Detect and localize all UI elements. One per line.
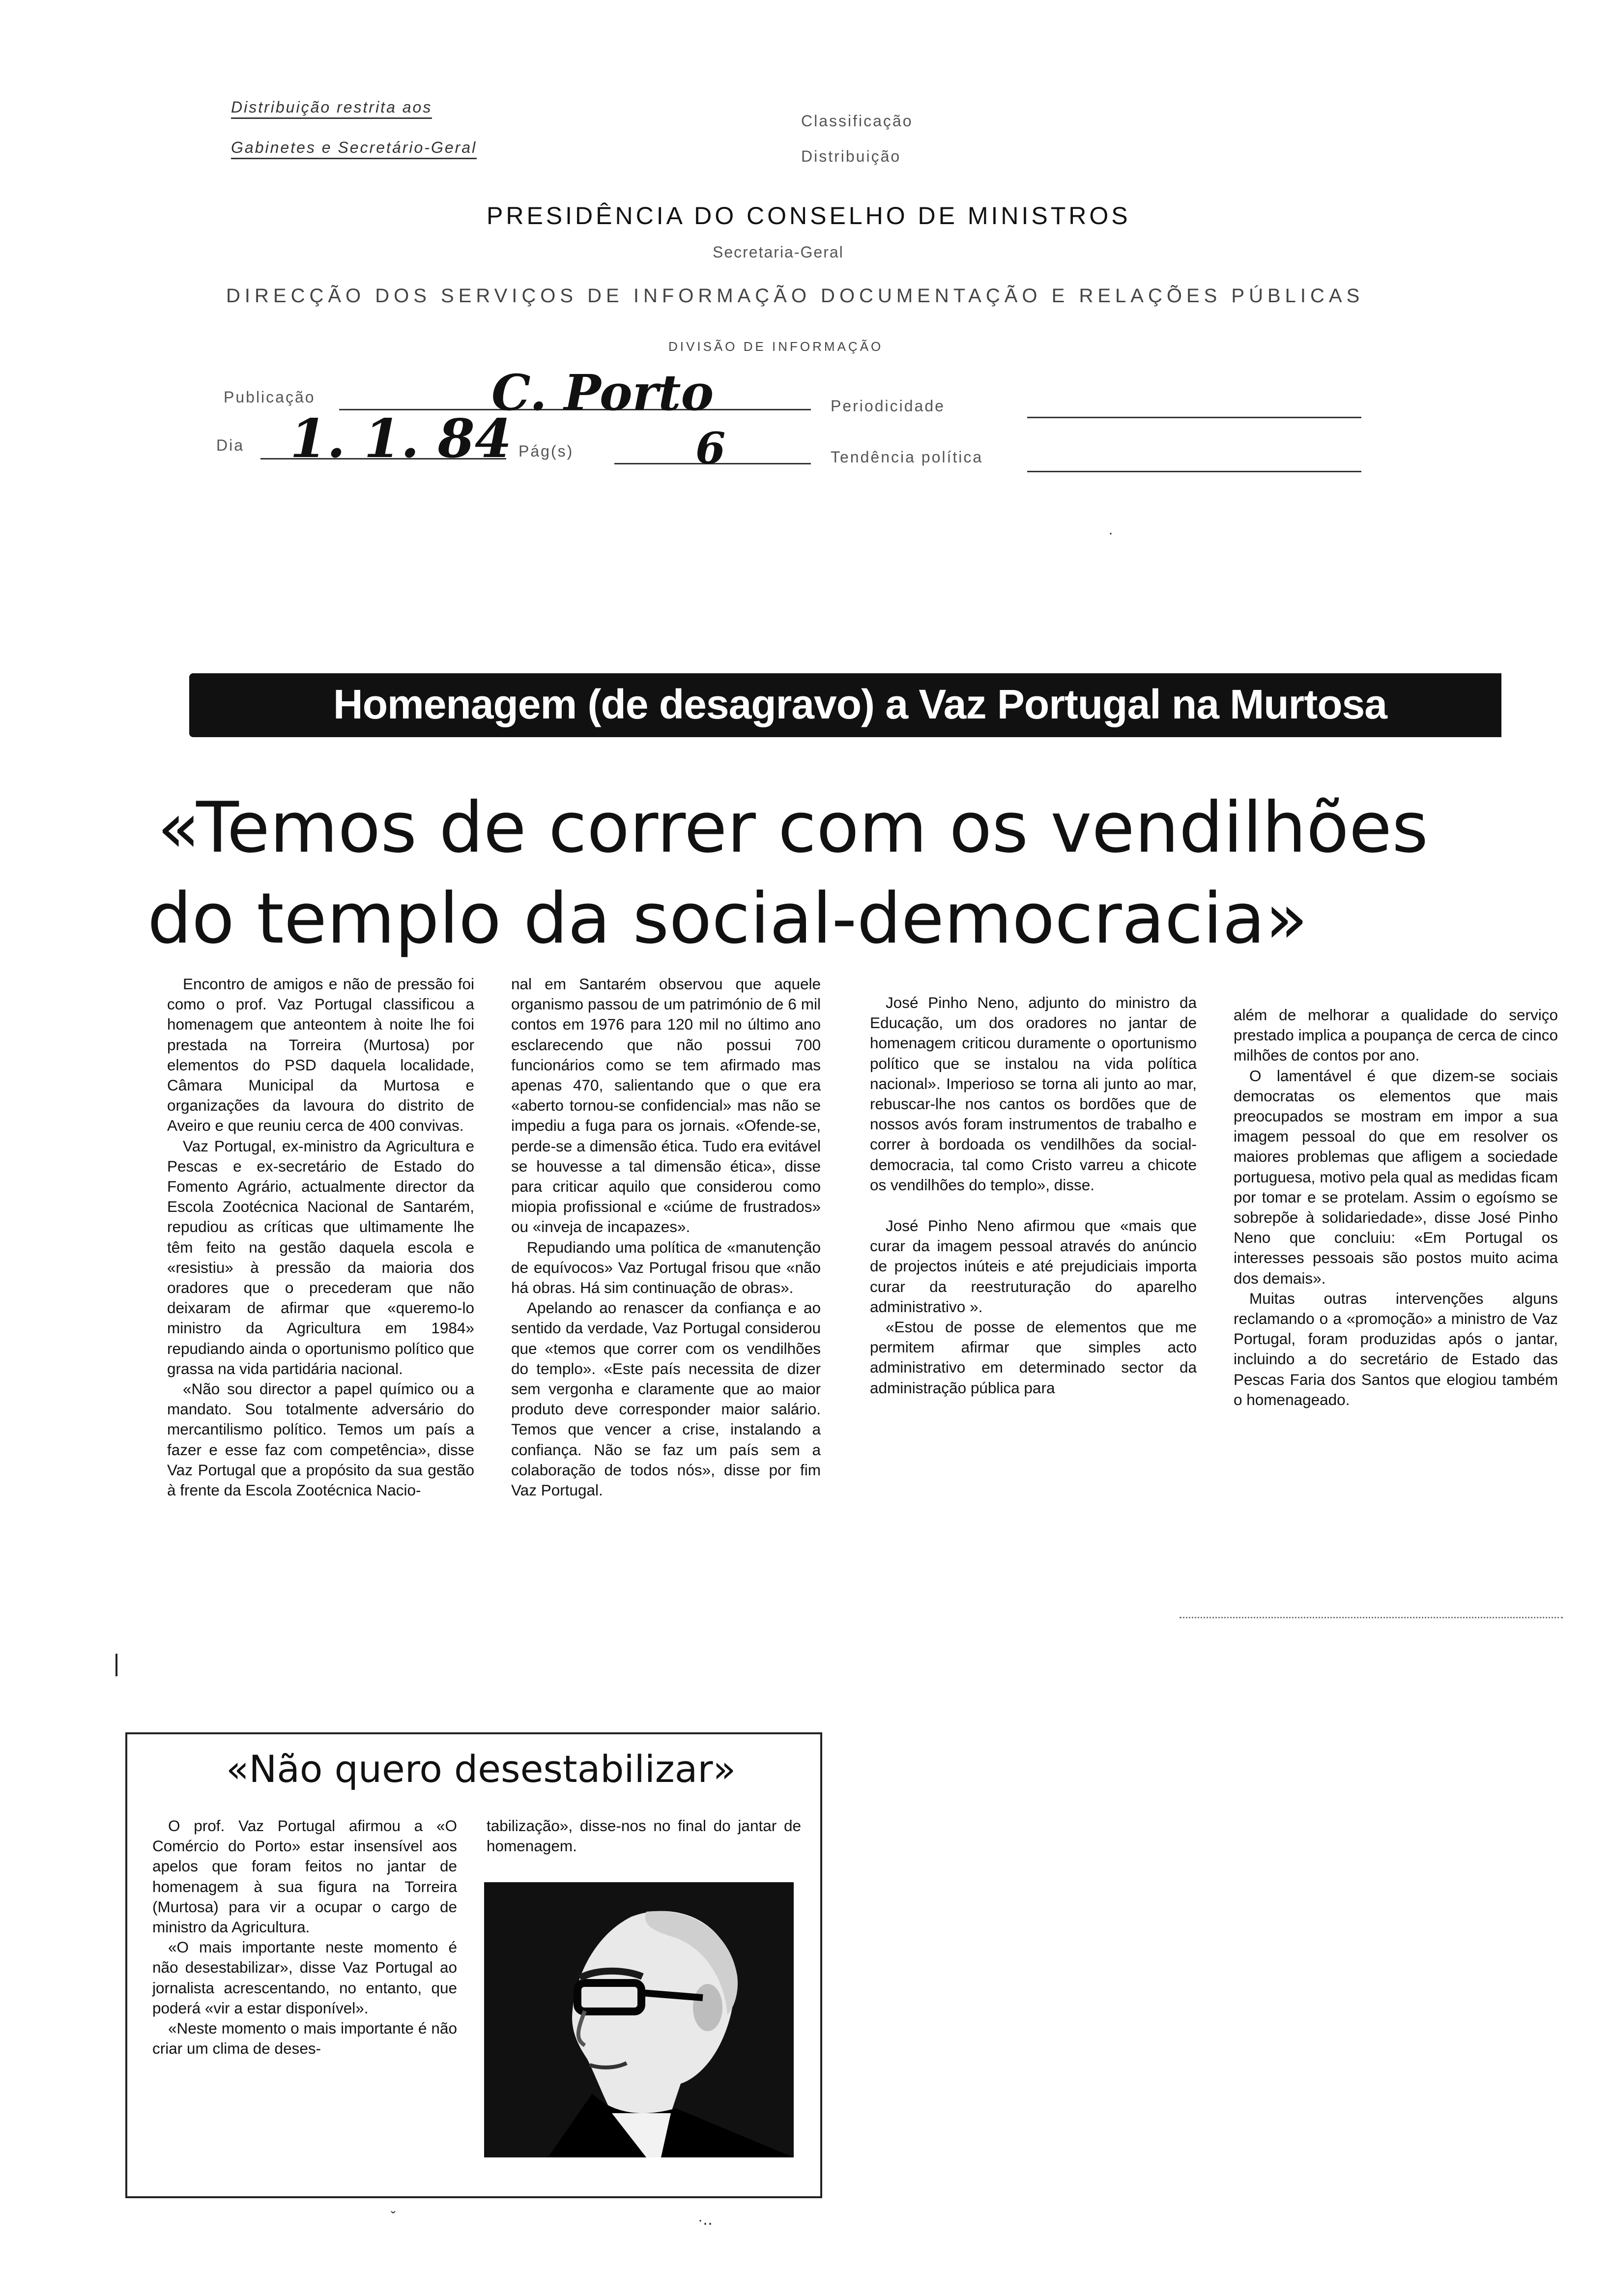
col4-paragraph-3: Muitas outras intervenções alguns reclamando o a «promoção» a ministro de Vaz Portugal, foram produzidas após o jantar, incluindo a do secretário de Estado das Pescas Faria dos Santos que elogiou também o homenageado.	[1234, 1289, 1558, 1408]
col2-paragraph-1: nal em Santarém observou que aquele organismo passou de um património de 6 mil contos em 1976 para 120 mil no último ano esclarecendo que não possui 700 funcionários como se tem afirmado mas apenas 470, salientando que o que era «aberto tornou-se confidencial» mas não se impediu a fuga para os jornais. «Ofende-se, perde-se a dimensão ética. Tudo era evitável se houvesse a tal dimensão ética», disse para criticar aquilo que considerou como miopia profissional e «ciúme de frustrados» ou «inveja de incapazes».	[511, 975, 821, 1236]
speck-mark: ·	[1108, 525, 1113, 541]
headline-line-2: do templo da social-democracia»	[147, 878, 1308, 959]
article-column-2	[511, 974, 821, 1500]
publicacao-handwritten: C. Porto	[491, 364, 714, 422]
divisao-heading: DIVISÃO DE INFORMAÇÃO	[668, 339, 884, 354]
article-column-1	[167, 974, 474, 1500]
scan-mark-1: ˇ	[391, 2209, 396, 2225]
distribution-line-2: Gabinetes e Secretário-Geral	[231, 139, 477, 159]
tendencia-line	[1027, 471, 1361, 472]
portrait-drawing	[484, 1882, 794, 2157]
box-paragraph-3: «Neste momento o mais importante é não criar um clima de deses-	[152, 2019, 457, 2058]
col3-paragraph-3: «Estou de posse de elementos que me permitem afirmar que simples acto administrativo em determinado sector da administração pública para	[870, 1318, 1197, 1397]
tendencia-label: Tendência política	[831, 448, 983, 466]
col2-paragraph-3: Apelando ao renascer da confiança e ao sentido da verdade, Vaz Portugal considerou que «temos que correr com os vendilhões do templo». «Este país necessita de dizer sem vergonha e claramente que ao maior produto deve corresponder maior salário. Temos que vencer a crise, instalando a confiança. Não se faz um país sem a colaboração de todos nós», disse por fim Vaz Portugal.	[511, 1299, 821, 1499]
portrait-photo	[484, 1882, 794, 2157]
box-left-column	[152, 1816, 457, 2059]
box-paragraph-4: tabilização», disse-nos no final do jantar de homenagem.	[487, 1817, 801, 1855]
box-paragraph-1: O prof. Vaz Portugal afirmou a «O Comércio do Porto» estar insensível aos apelos que foram feitos no jantar de homenagem à sua figura na Torreira (Murtosa) para vir a ocupar o cargo de ministro da Agricultura.	[152, 1817, 457, 1936]
col4-paragraph-2: O lamentável é que dizem-se sociais democratas os elementos que mais preocupados se mostram em impor a sua imagem pessoal do que em resolver os maiores problemas que afligem a sociedade portuguesa, motivo pela qual as medidas ficam por tomar e se protelam. Assim o egoísmo se sobrepõe à solidariedade», disse José Pinho Neno que concluiu: «Em Portugal os interesses pessoais são postos muito acima dos demais».	[1234, 1066, 1558, 1287]
direccao-heading: DIRECÇÃO DOS SERVIÇOS DE INFORMAÇÃO DOCUMENTAÇÃO E RELAÇÕES PÚBLICAS	[226, 285, 1364, 307]
column-end-rule	[1180, 1617, 1563, 1618]
periodicidade-label: Periodicidade	[831, 397, 945, 415]
box-paragraph-2: «O mais importante neste momento é não desestabilizar», disse Vaz Portugal ao jornalista acrescentando, no entanto, que poderá «vir a estar disponível».	[152, 1938, 457, 2017]
article-column-3	[870, 993, 1197, 1398]
dia-label: Dia	[216, 436, 245, 454]
scan-mark-2: ·‥	[698, 2212, 713, 2228]
headline-line-1: «Temos de correr com os vendilhões	[157, 787, 1429, 868]
publicacao-label: Publicação	[224, 388, 316, 406]
col1-paragraph-3: «Não sou director a papel químico ou a mandato. Sou totalmente adversário do mercantilismo político. Temos um país a fazer e esse faz com competência», disse Vaz Portugal que a propósito da sua gestão à frente da Escola Zootécnica Nacio-	[167, 1380, 474, 1499]
col1-paragraph-2: Vaz Portugal, ex-ministro da Agricultura e Pescas e ex-secretário de Estado do Fomento Agrário, actualmente director da Escola Zootécnica Nacional de Santarém, repudiou as críticas que ultimamente lhe têm feito na gestão daquela escola e «resistiu» à pressão da maioria dos oradores que o precederam que não deixaram de afirmar que «queremo-lo ministro da Agricultura em 1984» repudiando ainda o oportunismo político que grassa na vida partidária nacional.	[167, 1137, 474, 1378]
col1-paragraph-1: Encontro de amigos e não de pressão foi como o prof. Vaz Portugal classificou a homenagem que anteontem à noite lhe foi prestada na Torreira (Murtosa) por elementos do PSD daquela localidade, Câmara Municipal da Murtosa e organizações da lavoura do distrito de Aveiro e que reuniu cerca de 400 convivas.	[167, 975, 474, 1135]
presidencia-heading: PRESIDÊNCIA DO CONSELHO DE MINISTROS	[487, 202, 1131, 230]
col4-paragraph-1: além de melhorar a qualidade do serviço prestado implica a poupança de cerca de cinco milhões de contos por ano.	[1234, 1006, 1558, 1064]
distribution-line-1: Distribuição restrita aos	[231, 98, 432, 119]
periodicidade-line	[1027, 417, 1361, 418]
col2-paragraph-2: Repudiando uma política de «manutenção de equívocos» Vaz Portugal frisou que «não há obras. Há sim continuação de obras».	[511, 1238, 821, 1297]
margin-tick	[115, 1654, 117, 1676]
distribuicao-label: Distribuição	[801, 147, 901, 165]
box-right-column	[487, 1816, 801, 1856]
dia-handwritten: 1. 1. 84	[290, 408, 512, 470]
kicker-text: Homenagem (de desagravo) a Vaz Portugal na Murtosa	[333, 681, 1387, 727]
col3-paragraph-2: José Pinho Neno afirmou que «mais que curar da imagem pessoal através do anúncio de projectos inúteis e até prejudiciais importa curar da reestruturação do aparelho administrativo ».	[870, 1217, 1197, 1316]
classificacao-label: Classificação	[801, 112, 913, 130]
box-title: «Não quero desestabilizar»	[226, 1747, 736, 1791]
secretaria-geral: Secretaria-Geral	[713, 243, 844, 261]
col3-paragraph-1: José Pinho Neno, adjunto do ministro da Educação, um dos oradores no jantar de homenagem criticou duramente o oportunismo político que se instalou na vida política nacional». Imperioso se torna ali junto ao mar, rebuscar-lhe nos cantos os bordões que de nossos avós foram instrumentos de trabalho e correr à bordoada os vendilhões da social-democracia, tal como Cristo varreu a chicote os vendilhões do templo», disse.	[870, 994, 1197, 1194]
paginas-label: Pág(s)	[518, 442, 574, 460]
article-column-4	[1234, 1005, 1558, 1410]
paginas-handwritten: 6	[695, 423, 726, 474]
